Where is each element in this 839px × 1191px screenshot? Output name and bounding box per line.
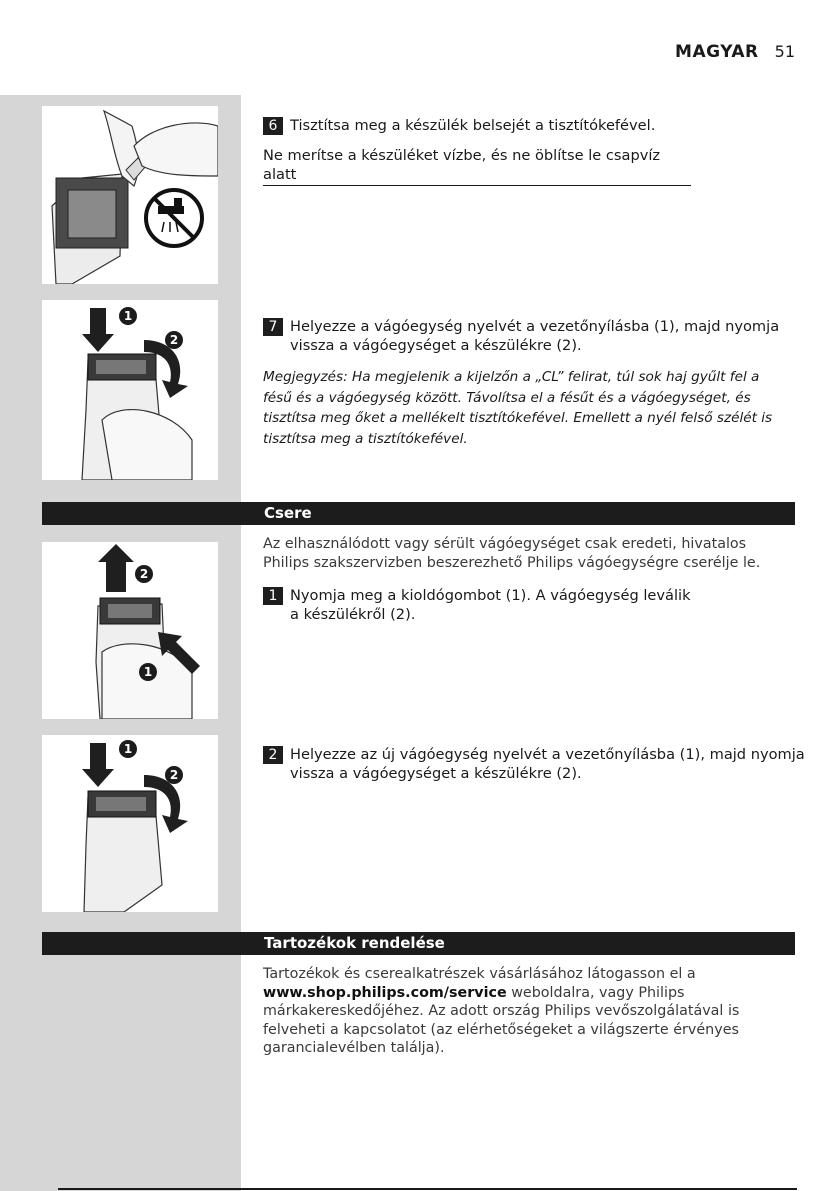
release-illustration — [42, 542, 218, 719]
step-text-line2: a készülékről (2). — [290, 606, 416, 623]
figure-pointer — [241, 113, 259, 131]
language-label: MAGYAR — [675, 42, 759, 62]
page-header — [675, 42, 795, 62]
callout-badge-2 — [165, 766, 183, 784]
svg-text:2: 2 — [169, 333, 179, 347]
step-text-line1: Helyezze a vágóegység nyelvét a vezetőnyílásba (1), majd nyomja — [290, 318, 780, 335]
replacement-intro: Az elhasználódott vagy sérült vágóegységet csak eredeti, hivatalos Philips szakszervizben beszerezhető Philips vágóegységre cserélje le. — [263, 536, 761, 571]
step-number: 7 — [263, 318, 283, 336]
figure-pointer — [241, 745, 259, 763]
figure-attach-new-cutter — [42, 735, 218, 912]
note-text: Ha megjelenik a kijelzőn a „CL” felirat, túl sok haj gyűlt fel a fésű és a vágóegység között. Távolítsa el a fésűt és a vágóegységet, és tisztítsa meg őket a mellékelt tisztítókefével. Emellett a nyél felső szélét is tisztítsa meg a tisztítókefével. — [263, 369, 773, 447]
step-1 — [263, 586, 691, 624]
section-header-tartozekok — [42, 932, 795, 955]
step-text-line2: vissza a vágóegységet a készülékre (2). — [290, 337, 582, 354]
callout-badge-1 — [119, 307, 137, 325]
note-block — [263, 367, 787, 449]
figure-release-cutter — [42, 542, 218, 719]
svg-text:1: 1 — [123, 742, 133, 756]
step-text-line2: vissza a vágóegységet a készülékre (2). — [290, 765, 582, 782]
figure-pointer — [241, 585, 259, 603]
attach-new-illustration — [42, 735, 218, 912]
svg-text:2: 2 — [139, 567, 149, 581]
step-text: Tisztítsa meg a készülék belsejét a tisztítókefével. — [290, 117, 656, 134]
svg-text:1: 1 — [143, 665, 153, 679]
warning-text: Ne merítse a készüléket vízbe, és ne öblítse le csapvíz alatt — [263, 146, 691, 186]
note-label: Megjegyzés: — [263, 369, 348, 385]
section-title: Tartozékok rendelése — [264, 934, 445, 952]
callout-badge-1 — [139, 663, 157, 681]
accessories-text-start: Tartozékok és cserealkatrészek vásárlásához látogasson el a — [263, 966, 696, 982]
step-text-line1: Nyomja meg a kioldógombot (1). A vágóegység leválik — [290, 587, 691, 604]
callout-badge-2 — [135, 565, 153, 583]
section-header-csere — [42, 502, 795, 525]
step-7 — [263, 317, 779, 355]
step-number: 2 — [263, 746, 283, 764]
step-2 — [263, 745, 805, 783]
accessories-paragraph — [263, 965, 763, 1058]
page-number: 51 — [774, 42, 795, 61]
figure-attach-cutter — [42, 300, 218, 480]
no-water-tap-icon — [146, 190, 202, 246]
section-title: Csere — [264, 504, 312, 522]
svg-text:2: 2 — [169, 768, 179, 782]
accessories-text-end: weboldalra, vagy Philips márkakereskedőjéhez. Az adott ország Philips vevőszolgálatával is felveheti a kapcsolatot (az elérhetőségeket a világszerte érvényes garancialevélben találja). — [263, 984, 740, 1056]
callout-badge-1 — [119, 740, 137, 758]
figure-pointer — [241, 315, 259, 333]
step-text-line1: Helyezze az új vágóegység nyelvét a vezetőnyílásba (1), majd nyomja — [290, 746, 805, 763]
attach-illustration — [42, 300, 218, 480]
step-number: 6 — [263, 117, 283, 135]
figure-cleaning-brush — [42, 106, 218, 284]
footer-divider — [58, 1188, 797, 1190]
step-number: 1 — [263, 587, 283, 605]
svg-text:1: 1 — [123, 309, 133, 323]
cleaning-illustration — [42, 106, 218, 284]
callout-badge-2 — [165, 331, 183, 349]
shop-link[interactable]: www.shop.philips.com/service — [263, 984, 507, 1001]
step-6 — [263, 116, 655, 135]
